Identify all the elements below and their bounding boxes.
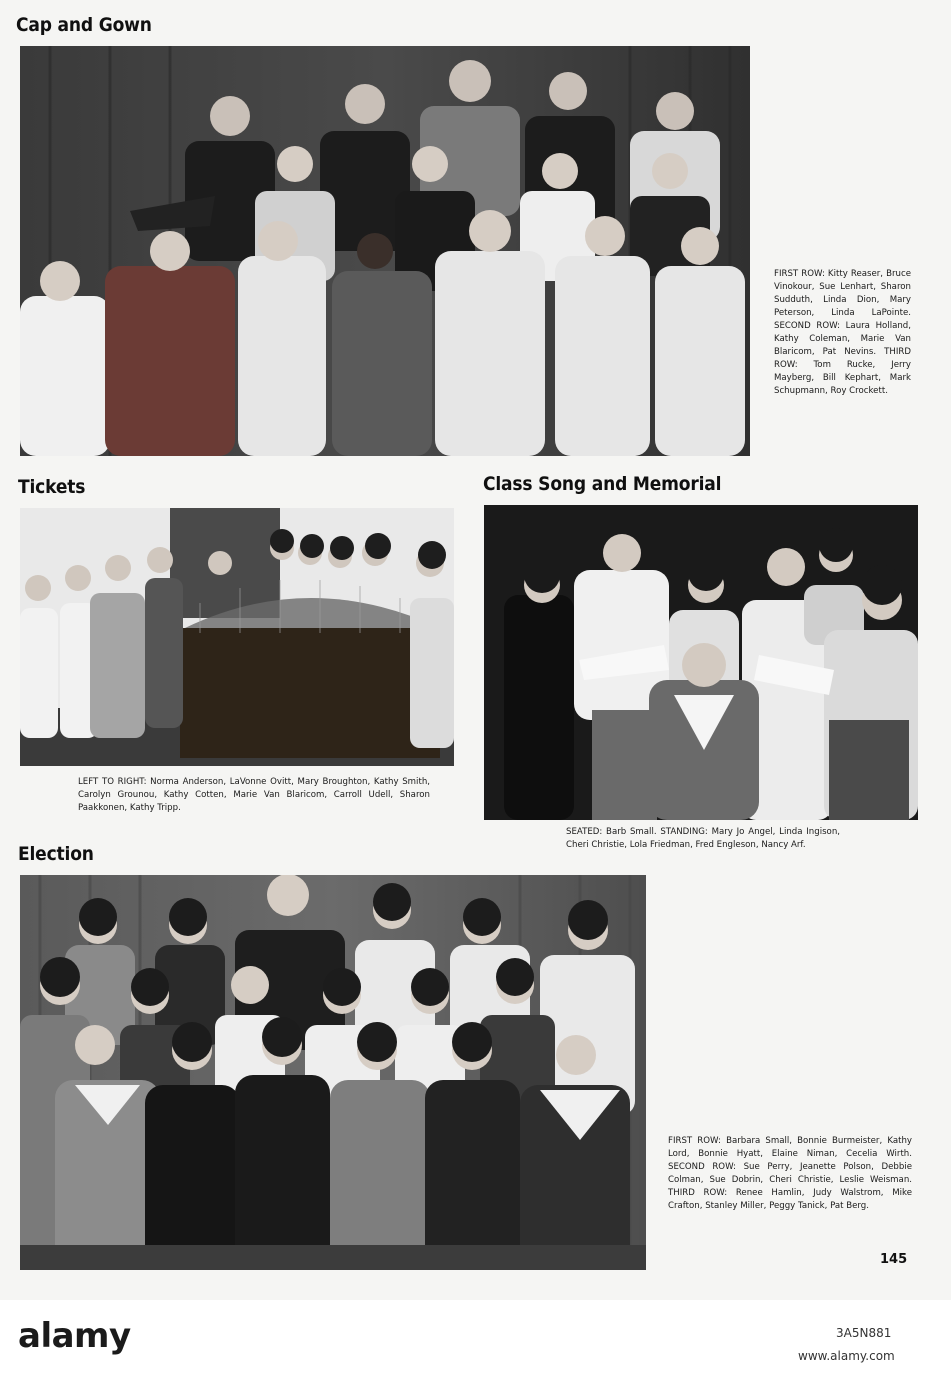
election-caption: FIRST ROW: Barbara Small, Bonnie Burmeister, Kathy Lord, Bonnie Hyatt, Elaine Niman, Cecelia Wirth. SECOND ROW: Sue Perry, Jeanette Polson, Debbie Colman, Sue Dobrin, Cheri Christie, Leslie Weisman. THIRD ROW: Renee Hamlin, Judy Walstrom, Mike Crafton, Stanley Miller, Peggy Tanick, Pat Berg. [668,1136,912,1211]
class-song-caption: SEATED: Barb Small. STANDING: Mary Jo Angel, Linda Ingison, Cheri Christie, Lola Friedman, Fred Engleson, Nancy Arf. [566,827,840,850]
class-song-photo [484,505,918,820]
watermark-bar [0,1300,951,1390]
cap-and-gown-photo [20,46,750,456]
page-number: 145 [880,1252,908,1267]
image-id: 3A5N881 [836,1326,892,1340]
alamy-logo: alamy [18,1316,131,1356]
section-title-class-song: Class Song and Memorial [483,473,722,495]
tickets-caption: LEFT TO RIGHT: Norma Anderson, LaVonne Ovitt, Mary Broughton, Kathy Smith, Carolyn Grounou, Kathy Cotten, Marie Van Blaricom, Carroll Udell, Sharon Paakkonen, Kathy Tripp. [78,777,430,813]
election-photo [20,875,646,1270]
section-title-election: Election [18,843,94,865]
section-title-tickets: Tickets [18,476,86,498]
watermark-url: www.alamy.com [798,1349,895,1363]
tickets-photo [20,508,454,766]
cap-and-gown-caption: FIRST ROW: Kitty Reaser, Bruce Vinokour, Sue Lenhart, Sharon Sudduth, Linda Dion, Mary Peterson, Linda LaPointe. SECOND ROW: Laura Holland, Kathy Coleman, Marie Van Blaricom, Pat Nevins. THIRD ROW: Tom Rucke, Jerry Mayberg, Bill Kephart, Mark Schupmann, Roy Crockett. [774,269,911,396]
section-title-cap-and-gown: Cap and Gown [16,14,152,36]
